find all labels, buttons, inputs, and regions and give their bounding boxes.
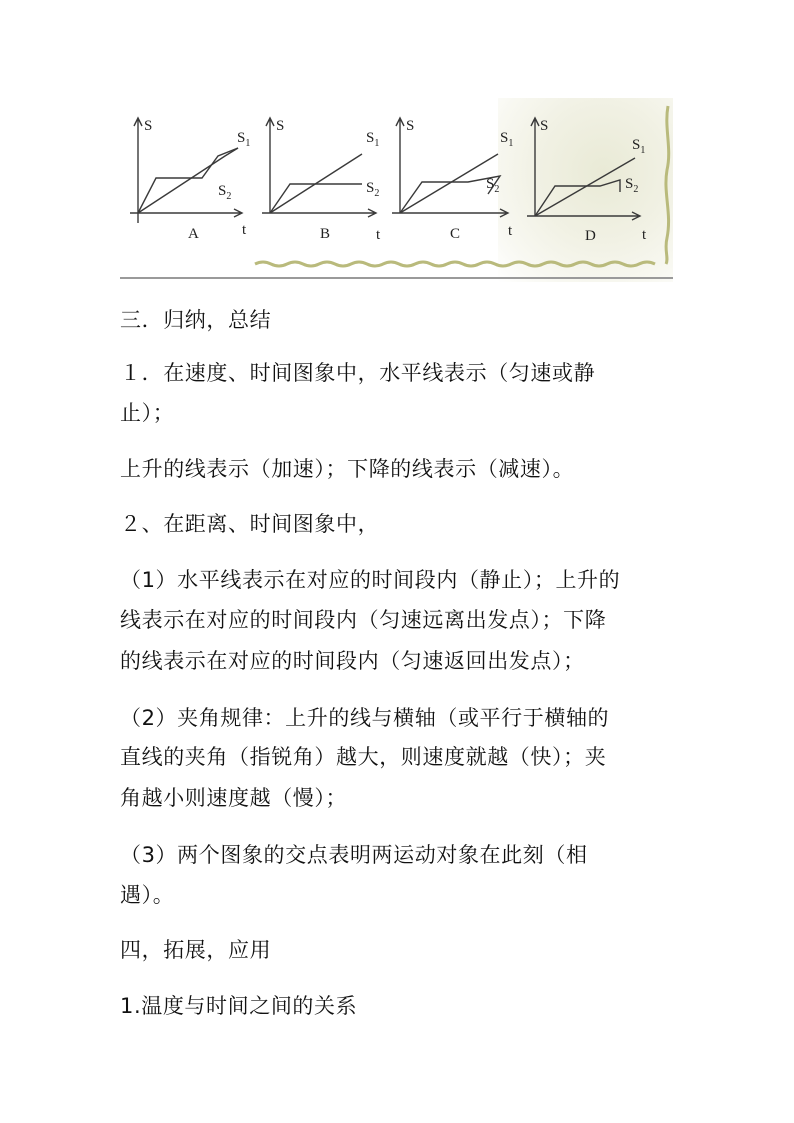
panel-b-y-label: S [276, 118, 285, 134]
section-3-heading: 三．归纳，总结 [120, 308, 272, 332]
panel-c-s2-label: $S_2$ [486, 176, 500, 195]
panel-a-y-axis [134, 118, 142, 213]
panel-d-line-s2 [535, 180, 620, 216]
panel-a-s2-label: $S_2$ [218, 183, 232, 202]
rule-2-line-1: （2）夹角规律：上升的线与横轴（或平行于横轴的 [120, 706, 610, 730]
panel-d-s2-label: $S_2$ [625, 176, 639, 195]
panel-c-line-s1 [400, 154, 498, 213]
panel-a-line-s1 [138, 148, 238, 213]
panel-c-line-s2 [400, 176, 500, 213]
section-4-item-1: 1.温度与时间之间的关系 [120, 994, 358, 1018]
item-2-intro: ２、在距离、时间图象中， [120, 512, 380, 536]
panel-b-x-label: t [376, 227, 381, 243]
panel-c-s1-label: $S_1$ [500, 130, 514, 149]
motion-graphs-figure [120, 98, 673, 282]
panel-a-s1-label: $S_1$ [237, 130, 251, 149]
item-1-line-1: １．在速度、时间图象中，水平线表示（匀速或静 [120, 361, 596, 385]
panel-b-line-s2 [270, 184, 362, 213]
panel-a-caption: A [188, 226, 199, 242]
rule-1-line-1: （1）水平线表示在对应的时间段内（静止）；上升的 [120, 568, 621, 592]
decorative-wave [255, 262, 655, 266]
item-1-rising-falling: 上升的线表示（加速）；下降的线表示（减速）。 [120, 457, 575, 481]
panel-d-s1-label: $S_1$ [632, 137, 646, 156]
rule-2-line-3: 角越小则速度越（慢）； [120, 786, 348, 810]
decorative-vine [666, 106, 669, 264]
panel-c-y-axis [396, 118, 404, 213]
rule-1-line-3: 的线表示在对应的时间段内（匀速返回出发点）； [120, 649, 585, 673]
panel-c-y-label: S [406, 118, 415, 134]
panel-d-x-axis [527, 212, 640, 220]
panel-d-x-label: t [642, 227, 647, 243]
section-4-heading: 四，拓展，应用 [120, 938, 272, 962]
panel-d-caption: D [585, 228, 596, 244]
rule-1-line-2: 线表示在对应的时间段内（匀速远离出发点）；下降 [120, 608, 607, 632]
item-1-line-2: 止）； [120, 401, 175, 425]
panel-a-x-axis [130, 209, 242, 217]
panel-d-y-label: S [540, 118, 549, 134]
panel-b-y-axis [266, 118, 274, 213]
panel-c-x-axis [392, 209, 508, 217]
panel-a-y-label: S [144, 118, 153, 134]
panel-c-caption: C [450, 226, 461, 242]
panel-b-s2-label: $S_2$ [366, 180, 380, 199]
rule-2-line-2: 直线的夹角（指锐角）越大，则速度就越（快）；夹 [120, 745, 607, 769]
rule-3-line-2: 遇）。 [120, 883, 175, 907]
panel-b-caption: B [320, 226, 331, 242]
graphs-svg [120, 98, 673, 282]
panel-c-x-label: t [508, 223, 513, 239]
panel-b-s1-label: $S_1$ [366, 130, 380, 149]
panel-a-x-label: t [242, 222, 247, 238]
panel-d-y-axis [531, 118, 539, 216]
panel-b-x-axis [262, 209, 376, 217]
rule-3-line-1: （3）两个图象的交点表明两运动对象在此刻（相 [120, 843, 588, 867]
